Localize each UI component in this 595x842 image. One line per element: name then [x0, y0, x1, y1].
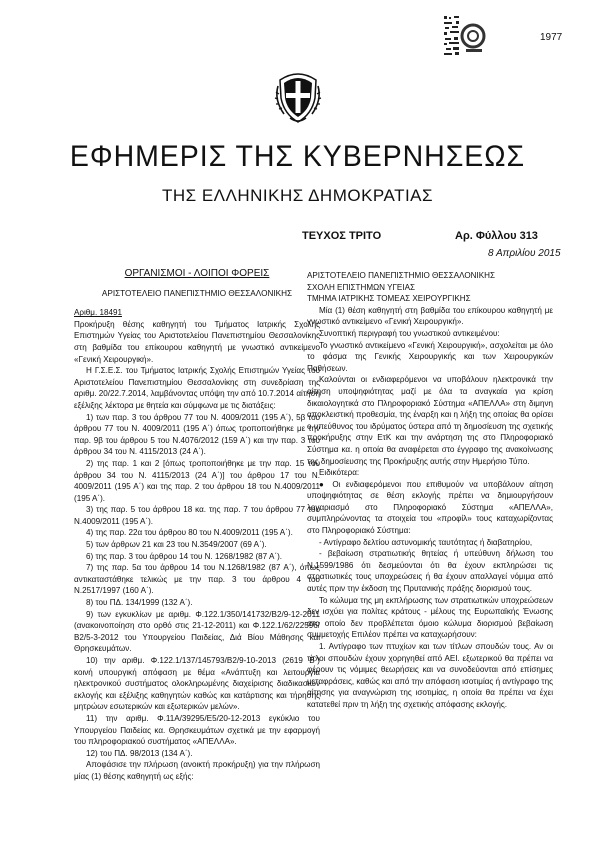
right-heading	[307, 270, 553, 305]
paragraph: 4) της παρ. 22α του άρθρου 80 του Ν.4009/2011 (195 Α΄).	[86, 528, 293, 538]
masthead-title: ΕΦΗΜΕΡΙΣ ΤΗΣ ΚΥΒΕΡΝΗΣΕΩΣ	[69, 140, 526, 173]
paragraph: 1) των παρ. 3 του άρθρου 77 του Ν. 4009/2011 (195 Α΄), 5β του άρθρου 77 του Ν. 4009/2011 (195 Α΄) όπως τροποποιήθηκε με την παρ. 9β του άρθρου 5 του Ν.4076/2012 (159 Α΄) και την παρ. 3 του άρθρου 34 του Ν. 4115/2013 (24 Α΄).	[74, 412, 320, 457]
decision-number: Αριθμ. 18491	[74, 308, 122, 318]
right-column	[307, 264, 553, 711]
paragraph: Το γνωστικό αντικείμενο «Γενική Χειρουργική», ασχολείται με όλο το φάσμα της Γενικής Χειρουργικής και των Χειρουργικών Παθήσεων.	[307, 340, 553, 373]
paragraph: 3) της παρ. 5 του άρθρου 18 κα. της παρ. 7 του άρθρου 77 του Ν.4009/2011 (195 Α΄).	[74, 505, 320, 526]
qr-code-icon	[442, 14, 488, 58]
sheet-number: Αρ. Φύλλου 313	[455, 230, 538, 242]
paragraph: 9) των εγκυκλίων με αριθμ. Φ.122.1/350/141732/Β2/9-12-2011 (ανακοινοποίηση στο ορθό στις 21-12-2011) και Φ.122.1/62/22596/Β2/5-3-2012 του Υπουργείου Παιδείας, Διά Βίου Μάθησης και Θρησκευμάτων.	[74, 609, 320, 654]
paragraph: Η Γ.Σ.Ε.Σ. του Τμήματος Ιατρικής Σχολής Επιστημών Υγείας του Αριστοτελείου Πανεπιστημίου Θεσσαλονίκης στη συνεδρίαση της αριθμ. 20/22.7.2014, λαμβάνοντας υπόψη την από 10.7.2014 αίτηση εξέλιξης λέκτορα με θητεία και σύμφωνα με τις διατάξεις:	[74, 366, 320, 410]
paragraph: 6) της παρ. 3 του άρθρου 14 του Ν. 1268/1982 (87 Α΄).	[86, 551, 283, 561]
paragraph: 10) την αριθμ. Φ.122.1/137/145793/Β2/9-10-2013 (2619 Β΄) κοινή υπουργική απόφαση με θέμα «Ανάπτυξη και λειτουργία ηλεκτρονικού συστήματος ολοκληρωμένης διαχείρισης διαδικασιών εκλογής και εξέλιξης καθηγητών καθώς και κατάρτισης και τήρησης μητρώων εσωτερικών και εξωτερικών μελών».	[74, 656, 320, 712]
issue-date: 8 Απριλίου 2015	[488, 248, 561, 259]
left-column	[74, 264, 320, 783]
heading-line: ΑΡΙΣΤΟΤΕΛΕΙΟ ΠΑΝΕΠΙΣΤΗΜΙΟ ΘΕΣΣΑΛΟΝΙΚΗΣ	[307, 271, 495, 280]
masthead-subtitle: ΤΗΣ ΕΛΛΗΝΙΚΗΣ ΔΗΜΟΚΡΑΤΙΑΣ	[161, 186, 434, 205]
heading-line: ΣΧΟΛΗ ΕΠΙΣΤΗΜΩΝ ΥΓΕΙΑΣ	[307, 282, 415, 292]
issue-label: ΤΕΥΧΟΣ ΤΡΙΤΟ	[302, 230, 382, 242]
paragraph: - βεβαίωση στρατιωτικής θητείας ή υπεύθυνη δήλωση του Ν.1599/1986 ότι δεσμεύονται ότι θα έχουν εκπληρώσει τις στρατιωτικές τους υποχρεώσεις ή θα έχουν απαλλαγεί νόμιμα από αυτές πριν την έκδοση της Πρυτανικής πράξης διορισμού τους.	[307, 549, 553, 594]
paragraph: 11) την αριθμ. Φ.11Α/39295/Ε5/20-12-2013 εγκύκλιο του Υπουργείου Παιδείας κα. Θρησκευμάτων σχετικά με την εφαρμογή του πληροφοριακού συστήματος «ΑΠΕΛΛΑ».	[74, 713, 320, 747]
paragraph: Προκήρυξη θέσης καθηγητή του Τμήματος Ιατρικής Σχολής Επιστημών Υγείας του Αριστοτελείου Πανεπιστημίου Θεσσαλονίκης στη βαθμίδα του επίκουρου καθηγητή με γνωστικό αντικείμενο «Γενική Χειρουργική».	[74, 319, 320, 364]
paragraph: Ειδικότερα:	[319, 468, 360, 478]
paragraph: Καλούνται οι ενδιαφερόμενοι να υποβάλουν ηλεκτρονικά την αίτηση υποψηφιότητας μαζί με όλα τα αναγκαία για κρίση δικαιολογητικά στο Πληροφοριακό Σύστημα «ΑΠΕΛΛΑ» στη διμηνη αποκλειστική προθεσμία, της έναρξη και η λήξη της οποίας θα ορίσει ο υπεύθυνος του ιδρύματος ύστερα από τη δημοσίευση της σχετικής προκήρυξης στην ΕτΚ και την ανάρτηση της στο Πληροφοριακό Σύστημα κα. η οποία θα αναφέρεται στο έγγραφο της ανακοίνωσης της δημοσίευσης της Προκήρυξης αυτής στην Ημερήσιο Τύπο.	[307, 375, 553, 466]
paragraph: ● Οι ενδιαφερόμενοι που επιθυμούν να υποβάλουν αίτηση υποψηφιότητας σε θέση εκλογής πρέπει να δημιουργήσουν λογαριασμό στο Πληροφοριακό Σύστημα «ΑΠΕΛΛΑ», συμπληρώνοντας τα στοιχεία του «προφίλ» τους καταχωρίζοντας στο Πληροφοριακό Σύστημα:	[307, 479, 553, 536]
paragraph: Μία (1) θέση καθηγητή στη βαθμίδα του επίκουρου καθηγητή με γνωστικό αντικείμενο «Γενική Χειρουργική».	[307, 305, 553, 327]
heading-line: ΤΜΗΜΑ ΙΑΤΡΙΚΗΣ ΤΟΜΕΑΣ ΧΕΙΡΟΥΡΓΙΚΗΣ	[307, 294, 471, 304]
paragraph: - Αντίγραφο δελτίου αστυνομικής ταυτότητας ή διαβατηρίου,	[319, 537, 533, 547]
paragraph: 12) του ΠΔ. 98/2013 (134 Α΄).	[86, 748, 193, 758]
paragraph: Αποφάσισε την πλήρωση (ανοικτή προκήρυξη) για την πλήρωση μίας (1) θέσης καθηγητή ως εξής:	[74, 760, 320, 781]
paragraph: 2) της παρ. 1 και 2 [όπως τροποποιήθηκε με την παρ. 15 του άρθρου 34 του Ν. 4115/2013 (24 Α΄)] του άρθρου 17 του Ν. 4009/2011 (195 Α΄) και της παρ. 2 του άρθρου 18 του Ν.4009/2011 (195 Α΄).	[74, 458, 320, 503]
paragraph: 8) του ΠΔ. 134/1999 (132 Α΄).	[86, 598, 193, 608]
paragraph: Το κώλυμα της μη εκπλήρωσης των στρατιωτικών υποχρεώσεων δεν ισχύει για πολίτες κράτους - μέλους της Ευρωπαϊκής Ένωσης στο οποίο δεν προβλέπεται όμοιο κώλυμα διορισμού βεβαίωση συμμετοχής Επιλέον πρέπει να καταχωρήσουν:	[307, 595, 553, 640]
paragraph: 7) της παρ. 5α του άρθρου 14 του Ν.1268/1982 (87 Α΄), όπως αντικαταστάθηκε τελικώς με την παρ. 3 του άρθρου 4 του Ν.2517/1997 (160 Α΄).	[74, 563, 320, 596]
paragraph: 1. Αντίγραφο των πτυχίων και των τίτλων σπουδών τους. Αν οι τίτλοι σπουδών έχουν χορηγηθεί από ΑΕΙ. εξωτερικού θα πρέπει να φέρουν τις νόμιμες θεωρήσεις και να συνοδεύονται από επίσημες μεταφράσεις, καθώς και από την απόφαση ισοτιμίας ή αντίγραφο της αίτησης για αναγνώριση της ισοτιμίας, η οποία θα πρέπει να έχει κατατεθεί πριν τη λήξη της σχετικής απόφασης εκλογής.	[307, 642, 553, 709]
paragraph: Συνοπτική περιγραφή του γνωστικού αντικειμένου:	[319, 328, 500, 338]
greek-coat-of-arms-icon	[272, 66, 324, 126]
section-title: ΟΡΓΑΝΙΣΜΟΙ - ΛΟΙΠΟΙ ΦΟΡΕΙΣ	[124, 268, 270, 279]
paragraph: 5) των άρθρων 21 και 23 του Ν.3549/2007 (69 Α΄).	[86, 540, 267, 550]
university-heading: ΑΡΙΣΤΟΤΕΛΕΙΟ ΠΑΝΕΠΙΣΤΗΜΙΟ ΘΕΣΣΑΛΟΝΙΚΗΣ	[101, 288, 293, 298]
page-number: 1977	[540, 32, 563, 43]
